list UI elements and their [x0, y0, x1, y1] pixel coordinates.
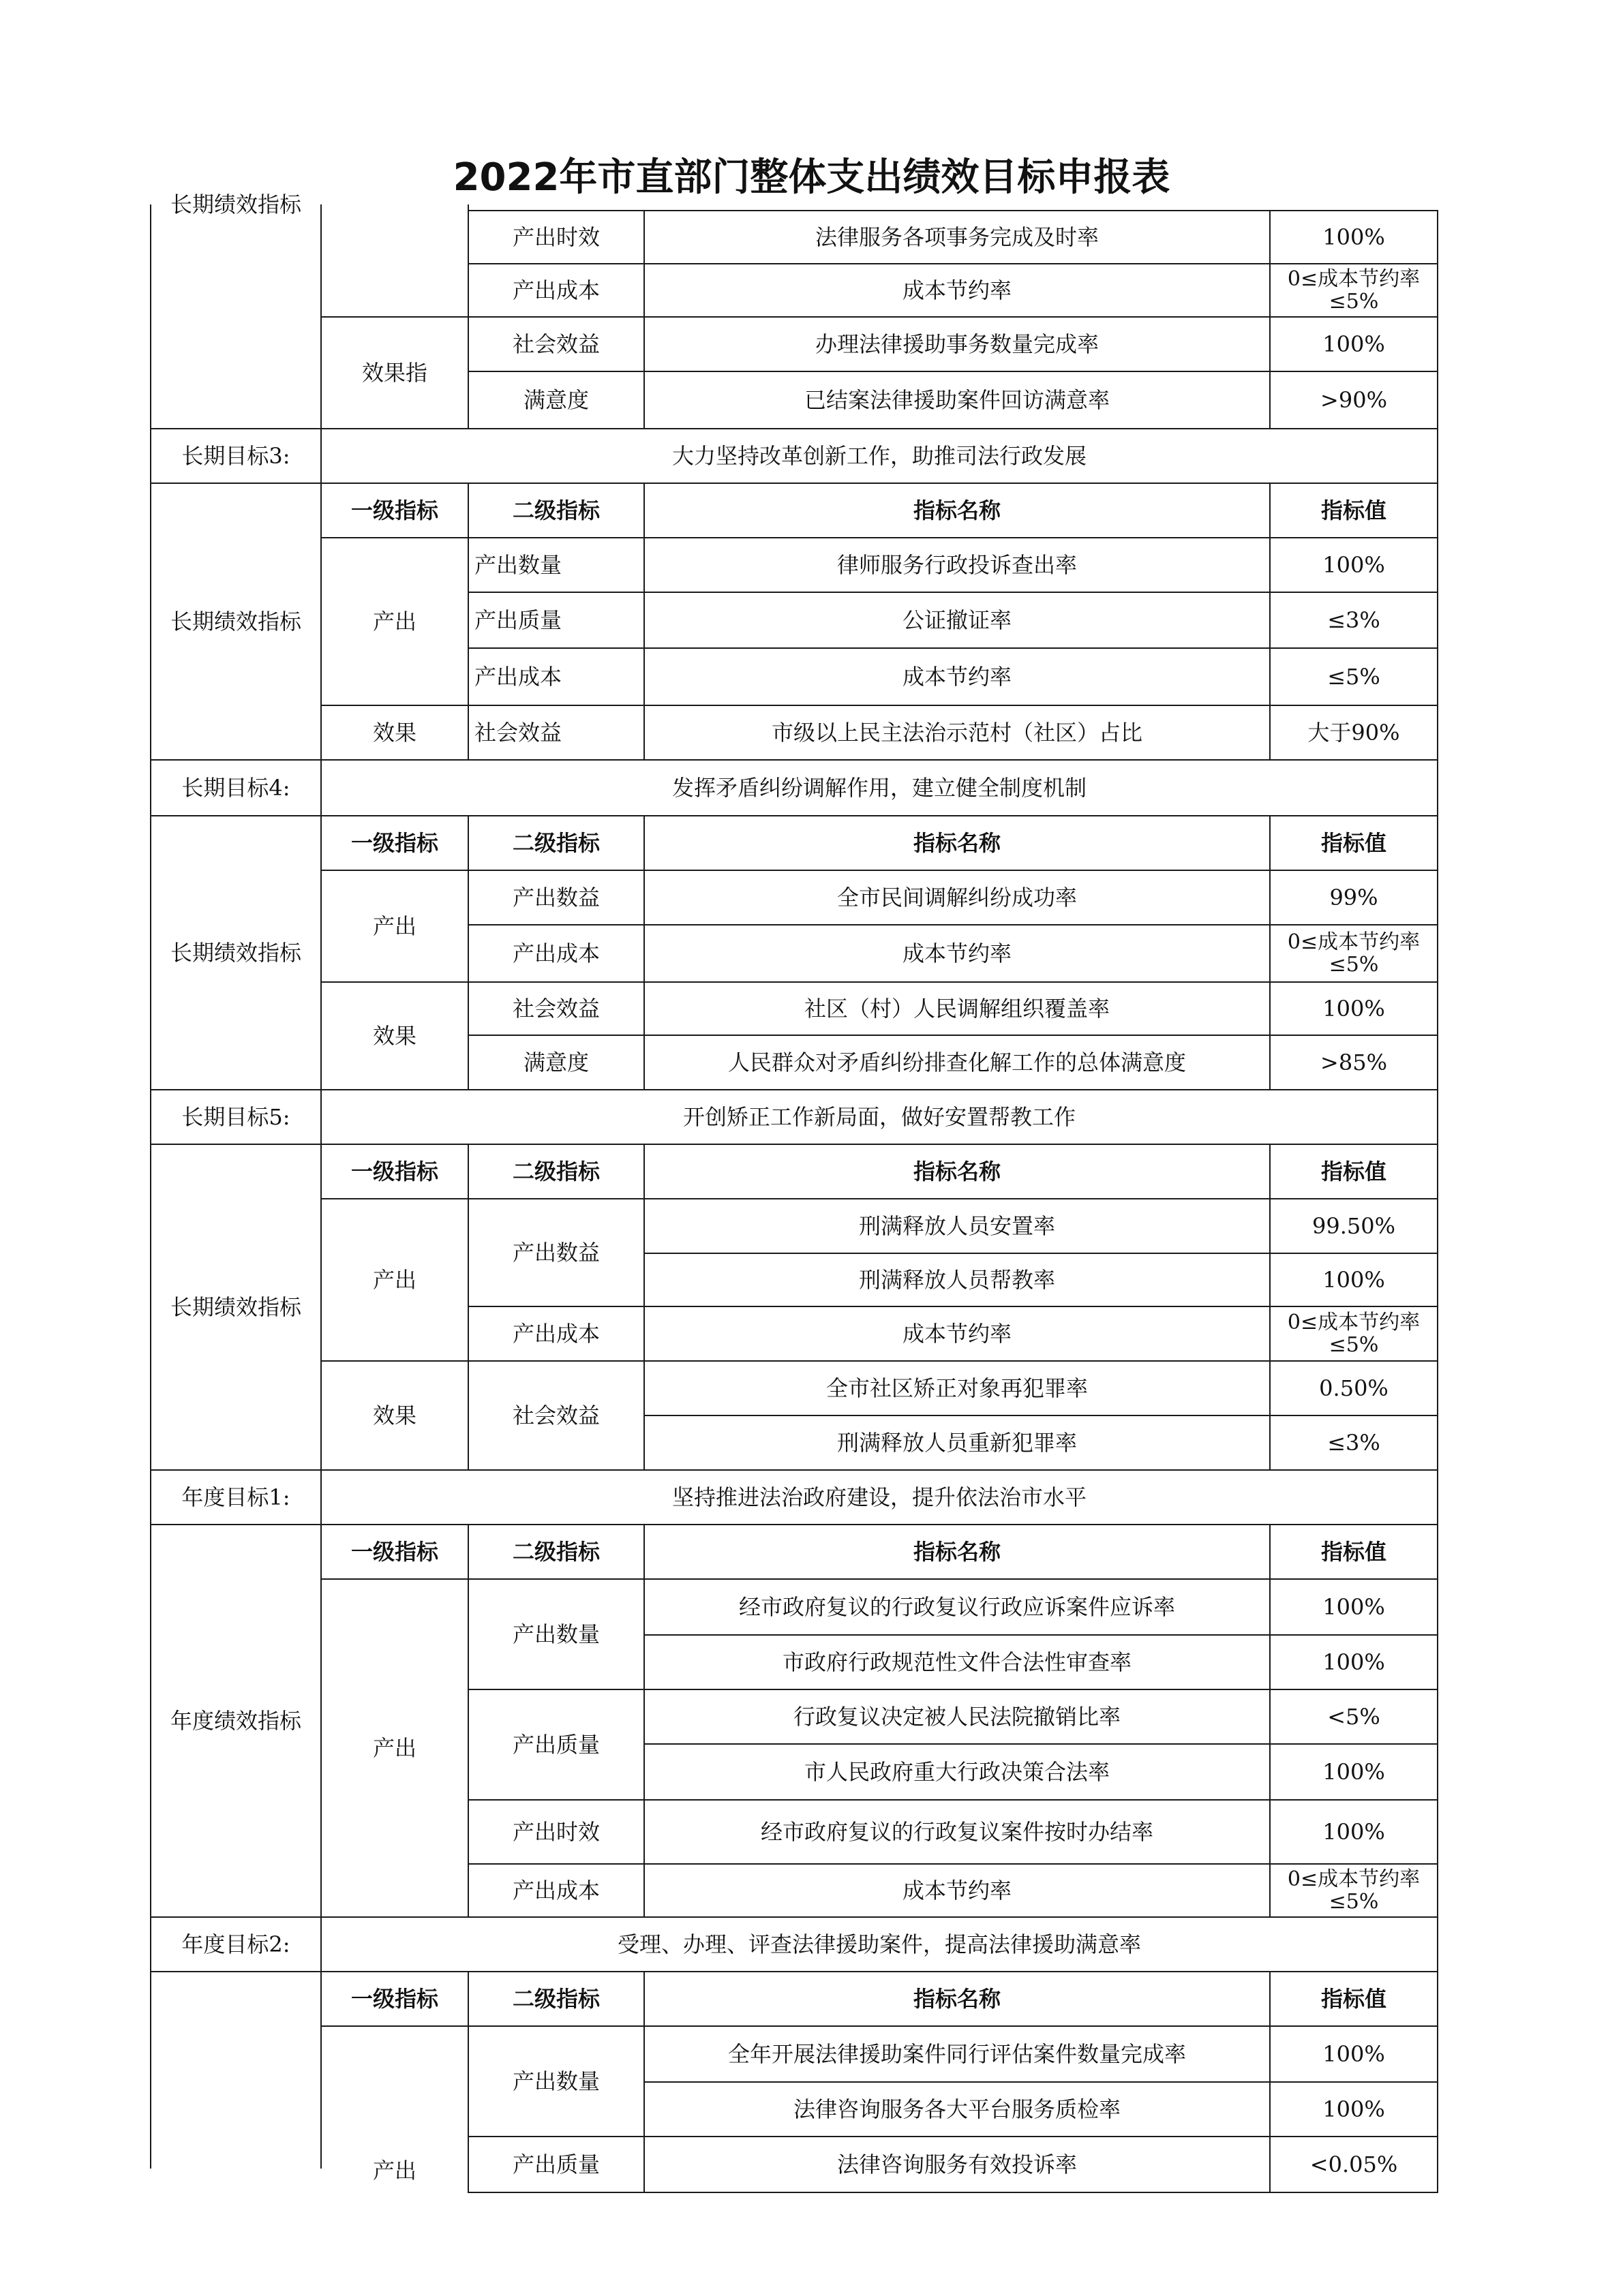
- indicator-value-cell: 100%: [1269, 1634, 1438, 1690]
- goal-text: 大力坚持改革创新工作，助推司法行政发展: [320, 428, 1438, 484]
- header-indicator-value: 指标值: [1269, 1144, 1438, 1199]
- header-level1: 一级指标: [320, 483, 469, 538]
- header-indicator-name: 指标名称: [643, 1524, 1271, 1580]
- level1-effect-cell: 效果指: [320, 316, 469, 429]
- header-indicator-value: 指标值: [1269, 483, 1438, 538]
- indicator-name-cell: 已结案法律援助案件回访满意率: [643, 371, 1271, 429]
- goal-label: 年度目标2:: [150, 1916, 322, 1972]
- goal-text: 坚持推进法治政府建设，提升依法治市水平: [320, 1469, 1438, 1525]
- header-indicator-name: 指标名称: [643, 1144, 1271, 1199]
- indicator-name-cell: 全市民间调解纠纷成功率: [643, 870, 1271, 925]
- indicator-name-cell: 成本节约率: [643, 1863, 1271, 1918]
- header-indicator-value: 指标值: [1269, 1524, 1438, 1580]
- indicator-value-cell: 99.50%: [1269, 1198, 1438, 1254]
- level2-cell: 产出成本: [468, 924, 645, 983]
- indicator-value-cell: 100%: [1269, 210, 1438, 264]
- level2-cell: 产出数量: [468, 1578, 645, 1690]
- level2-cell: 社会效益: [468, 705, 645, 761]
- indicator-name-cell: 法律咨询服务有效投诉率: [643, 2136, 1271, 2193]
- header-level2: 二级指标: [468, 1144, 645, 1199]
- level2-cell: 产出时效: [468, 210, 645, 264]
- level2-cell: 产出时效: [468, 1799, 645, 1865]
- indicator-name-cell: 刑满释放人员重新犯罪率: [643, 1415, 1271, 1471]
- header-level2: 二级指标: [468, 1524, 645, 1580]
- indicator-name-cell: 全市社区矫正对象再犯罪率: [643, 1360, 1271, 1416]
- indicator-value-cell: 99%: [1269, 870, 1438, 925]
- header-level1: 一级指标: [320, 1971, 469, 2027]
- page-title: 2022年市直部门整体支出绩效目标申报表: [453, 155, 1170, 200]
- indicator-name-cell: 成本节约率: [643, 1306, 1271, 1362]
- level2-cell: 社会效益: [468, 981, 645, 1036]
- indicator-value-cell: 0≤成本节约率≤5%: [1269, 1306, 1438, 1362]
- indicator-value-cell: 100%: [1269, 2025, 1438, 2083]
- annual-indicators-label-truncated: [150, 1971, 322, 2169]
- header-indicator-name: 指标名称: [643, 1971, 1271, 2027]
- long-indicators-label: 长期绩效指标: [150, 815, 322, 1090]
- level2-cell: 产出数益: [468, 1198, 645, 1307]
- indicator-value-cell: >85%: [1269, 1035, 1438, 1090]
- level2-cell: 满意度: [468, 1035, 645, 1090]
- long-indicators-label-truncated: 长期绩效指标: [150, 204, 322, 429]
- level2-cell: 产出数量: [468, 537, 645, 593]
- indicator-value-cell: <0.05%: [1269, 2136, 1438, 2193]
- header-level2: 二级指标: [468, 483, 645, 538]
- indicator-value-cell: 100%: [1269, 1578, 1438, 1636]
- indicator-name-cell: 法律服务各项事务完成及时率: [643, 210, 1271, 264]
- indicator-name-cell: 人民群众对矛盾纠纷排查化解工作的总体满意度: [643, 1035, 1271, 1090]
- indicator-name-cell: 律师服务行政投诉查出率: [643, 537, 1271, 593]
- indicator-name-cell: 成本节约率: [643, 924, 1271, 983]
- level1-effect-cell: 效果: [320, 981, 469, 1090]
- header-level1: 一级指标: [320, 1524, 469, 1580]
- indicator-name-cell: 市级以上民主法治示范村（社区）占比: [643, 705, 1271, 761]
- level1-output-cell: 产出: [320, 537, 469, 706]
- indicator-name-cell: 经市政府复议的行政复议行政应诉案件应诉率: [643, 1578, 1271, 1636]
- long-indicators-label: 长期绩效指标: [150, 1144, 322, 1471]
- level1-output-cell: 产出: [320, 870, 469, 983]
- indicator-value-cell: <5%: [1269, 1689, 1438, 1745]
- level1-output-cell: 产出: [320, 1578, 469, 1918]
- indicator-name-cell: 成本节约率: [643, 263, 1271, 318]
- indicator-value-cell: 100%: [1269, 2081, 1438, 2137]
- indicator-name-cell: 社区（村）人民调解组织覆盖率: [643, 981, 1271, 1036]
- indicator-value-cell: 0≤成本节约率≤5%: [1269, 1863, 1438, 1918]
- level2-cell: 社会效益: [468, 1360, 645, 1471]
- level2-cell: 满意度: [468, 371, 645, 429]
- goal-label: 长期目标4:: [150, 759, 322, 816]
- level1-effect-cell: 效果: [320, 1360, 469, 1471]
- level2-cell: 产出成本: [468, 647, 645, 706]
- level1-effect-cell: 效果: [320, 705, 469, 761]
- indicator-name-cell: 行政复议决定被人民法院撤销比率: [643, 1689, 1271, 1745]
- header-level2: 二级指标: [468, 815, 645, 871]
- indicator-value-cell: 0.50%: [1269, 1360, 1438, 1416]
- level2-cell: 社会效益: [468, 316, 645, 372]
- goal-text: 发挥矛盾纠纷调解作用，建立健全制度机制: [320, 759, 1438, 816]
- goal-label: 长期目标5:: [150, 1089, 322, 1145]
- level2-cell: 产出成本: [468, 263, 645, 318]
- indicator-name-cell: 市人民政府重大行政决策合法率: [643, 1743, 1271, 1801]
- indicator-name-cell: 办理法律援助事务数量完成率: [643, 316, 1271, 372]
- indicator-name-cell: 市政府行政规范性文件合法性审查率: [643, 1634, 1271, 1690]
- header-indicator-name: 指标名称: [643, 483, 1271, 538]
- level2-cell: 产出质量: [468, 1689, 645, 1801]
- indicator-name-cell: 刑满释放人员安置率: [643, 1198, 1271, 1254]
- level2-cell: 产出数量: [468, 2025, 645, 2137]
- level2-cell: 产出数益: [468, 870, 645, 925]
- level2-cell: 产出成本: [468, 1306, 645, 1362]
- goal-label: 长期目标3:: [150, 428, 322, 484]
- level1-output-cell-truncated: 产出: [320, 2025, 469, 2169]
- indicator-value-cell: 0≤成本节约率≤5%: [1269, 263, 1438, 318]
- indicator-name-cell: 刑满释放人员帮教率: [643, 1253, 1271, 1307]
- level1-output-cell: 产出: [320, 1198, 469, 1362]
- header-indicator-name: 指标名称: [643, 815, 1271, 871]
- indicator-name-cell: 全年开展法律援助案件同行评估案件数量完成率: [643, 2025, 1271, 2083]
- long-indicators-label: 长期绩效指标: [150, 483, 322, 761]
- goal-label: 年度目标1:: [150, 1469, 322, 1525]
- indicator-value-cell: >90%: [1269, 371, 1438, 429]
- indicator-value-cell: 100%: [1269, 981, 1438, 1036]
- level2-cell: 产出质量: [468, 592, 645, 649]
- indicator-name-cell: 法律咨询服务各大平台服务质检率: [643, 2081, 1271, 2137]
- indicator-value-cell: 大于90%: [1269, 705, 1438, 761]
- goal-text: 开创矫正工作新局面，做好安置帮教工作: [320, 1089, 1438, 1145]
- header-indicator-value: 指标值: [1269, 1971, 1438, 2027]
- indicator-value-cell: ≤3%: [1269, 1415, 1438, 1471]
- level2-cell: 产出成本: [468, 1863, 645, 1918]
- indicator-value-cell: ≤5%: [1269, 647, 1438, 706]
- level2-cell: 产出质量: [468, 2136, 645, 2193]
- indicator-name-cell: 经市政府复议的行政复议案件按时办结率: [643, 1799, 1271, 1865]
- header-level2: 二级指标: [468, 1971, 645, 2027]
- indicator-name-cell: 成本节约率: [643, 647, 1271, 706]
- indicator-value-cell: 100%: [1269, 1799, 1438, 1865]
- indicator-value-cell: 100%: [1269, 1743, 1438, 1801]
- goal-text: 受理、办理、评查法律援助案件，提高法律援助满意率: [320, 1916, 1438, 1972]
- level1-cell: [320, 204, 469, 318]
- header-level1: 一级指标: [320, 815, 469, 871]
- header-level1: 一级指标: [320, 1144, 469, 1199]
- indicator-name-cell: 公证撤证率: [643, 592, 1271, 649]
- indicator-value-cell: ≤3%: [1269, 592, 1438, 649]
- annual-indicators-label: 年度绩效指标: [150, 1524, 322, 1918]
- indicator-value-cell: 100%: [1269, 1253, 1438, 1307]
- header-indicator-value: 指标值: [1269, 815, 1438, 871]
- indicator-value-cell: 100%: [1269, 316, 1438, 372]
- indicator-value-cell: 100%: [1269, 537, 1438, 593]
- indicator-value-cell: 0≤成本节约率≤5%: [1269, 924, 1438, 983]
